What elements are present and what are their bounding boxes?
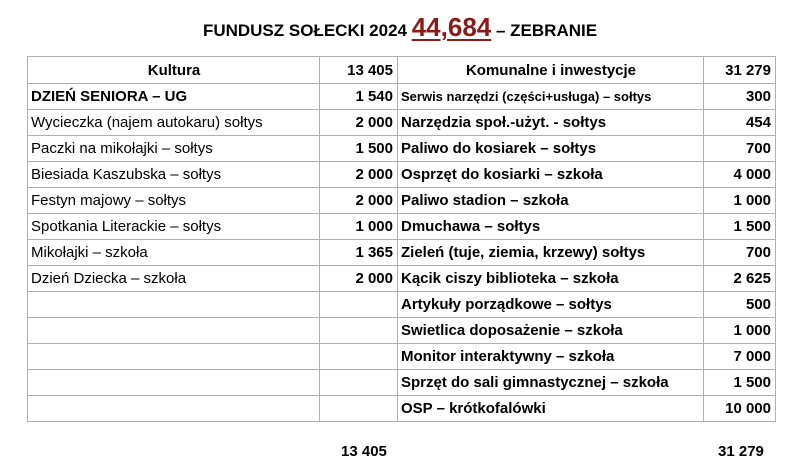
table-row: [28, 214, 776, 240]
right-amount-cell: 10 000: [704, 396, 776, 422]
right-item-cell: Paliwo do kosiarek – sołtys: [398, 136, 704, 162]
total-right: 31 279: [718, 443, 764, 460]
right-item-cell: Sprzęt do sali gimnastycznej – szkoła: [398, 370, 704, 396]
left-amount-cell: 2 000: [320, 266, 398, 292]
header-right-category: Komunalne i inwestycje: [398, 57, 704, 84]
table-row: [28, 370, 776, 396]
header-left-category: Kultura: [28, 57, 320, 84]
header-right-total: 31 279: [704, 57, 776, 84]
left-item-cell: [28, 344, 320, 370]
table-row: [28, 162, 776, 188]
right-amount-cell: 454: [704, 110, 776, 136]
right-amount-cell: 500: [704, 292, 776, 318]
left-item-cell: Mikołajki – szkoła: [28, 240, 320, 266]
left-item-cell: Dzień Dziecka – szkoła: [28, 266, 320, 292]
title-prefix: FUNDUSZ SOŁECKI 2024: [202, 21, 407, 40]
table-row: [28, 136, 776, 162]
budget-table: [27, 56, 776, 422]
right-amount-cell: 1 000: [704, 188, 776, 214]
right-item-cell: Monitor interaktywny – szkoła: [398, 344, 704, 370]
right-amount-cell: 7 000: [704, 344, 776, 370]
right-item-cell: Zieleń (tuje, ziemia, krzewy) sołtys: [398, 240, 704, 266]
table-row: [28, 266, 776, 292]
right-item-cell: OSP – krótkofalówki: [398, 396, 704, 422]
right-amount-cell: 700: [704, 136, 776, 162]
left-amount-cell: [320, 318, 398, 344]
right-amount-cell: 2 625: [704, 266, 776, 292]
right-amount-cell: 4 000: [704, 162, 776, 188]
total-left: 13 405: [341, 443, 387, 460]
right-amount-cell: 300: [704, 84, 776, 110]
left-amount-cell: 1 000: [320, 214, 398, 240]
left-amount-cell: 1 365: [320, 240, 398, 266]
left-amount-cell: [320, 370, 398, 396]
title-amount: 44,684: [411, 12, 492, 42]
left-amount-cell: 2 000: [320, 162, 398, 188]
title-suffix: – ZEBRANIE: [495, 21, 598, 40]
table-row: [28, 84, 776, 110]
left-item-cell: Wycieczka (najem autokaru) sołtys: [28, 110, 320, 136]
table-row: [28, 110, 776, 136]
left-item-cell: [28, 292, 320, 318]
right-amount-cell: 1 500: [704, 370, 776, 396]
left-amount-cell: 1 500: [320, 136, 398, 162]
right-item-cell: Swietlica doposażenie – szkoła: [398, 318, 704, 344]
right-amount-cell: 1 000: [704, 318, 776, 344]
left-item-cell: Spotkania Literackie – sołtys: [28, 214, 320, 240]
header-left-total: 13 405: [320, 57, 398, 84]
left-amount-cell: [320, 292, 398, 318]
right-item-cell: Paliwo stadion – szkoła: [398, 188, 704, 214]
left-item-cell: Festyn majowy – sołtys: [28, 188, 320, 214]
right-item-cell: Osprzęt do kosiarki – szkoła: [398, 162, 704, 188]
left-item-cell: [28, 396, 320, 422]
left-amount-cell: 2 000: [320, 110, 398, 136]
table-row: [28, 292, 776, 318]
left-item-cell: Biesiada Kaszubska – sołtys: [28, 162, 320, 188]
right-amount-cell: 1 500: [704, 214, 776, 240]
table-row: [28, 396, 776, 422]
left-item-cell: DZIEŃ SENIORA – UG: [28, 84, 320, 110]
right-item-cell: Serwis narzędzi (części+usługa) – sołtys: [398, 84, 704, 110]
left-amount-cell: 1 540: [320, 84, 398, 110]
right-item-cell: Narzędzia społ.-użyt. - sołtys: [398, 110, 704, 136]
right-amount-cell: 700: [704, 240, 776, 266]
table-row: [28, 188, 776, 214]
left-item-cell: [28, 370, 320, 396]
table-row: [28, 344, 776, 370]
table-row: [28, 318, 776, 344]
right-item-cell: Artykuły porządkowe – sołtys: [398, 292, 704, 318]
right-item-cell: Dmuchawa – sołtys: [398, 214, 704, 240]
left-amount-cell: 2 000: [320, 188, 398, 214]
right-item-cell: Kącik ciszy biblioteka – szkoła: [398, 266, 704, 292]
left-item-cell: [28, 318, 320, 344]
left-amount-cell: [320, 396, 398, 422]
table-row: [28, 240, 776, 266]
document-title: [0, 12, 800, 43]
left-item-cell: Paczki na mikołajki – sołtys: [28, 136, 320, 162]
left-amount-cell: [320, 344, 398, 370]
table-header-row: [28, 57, 776, 84]
